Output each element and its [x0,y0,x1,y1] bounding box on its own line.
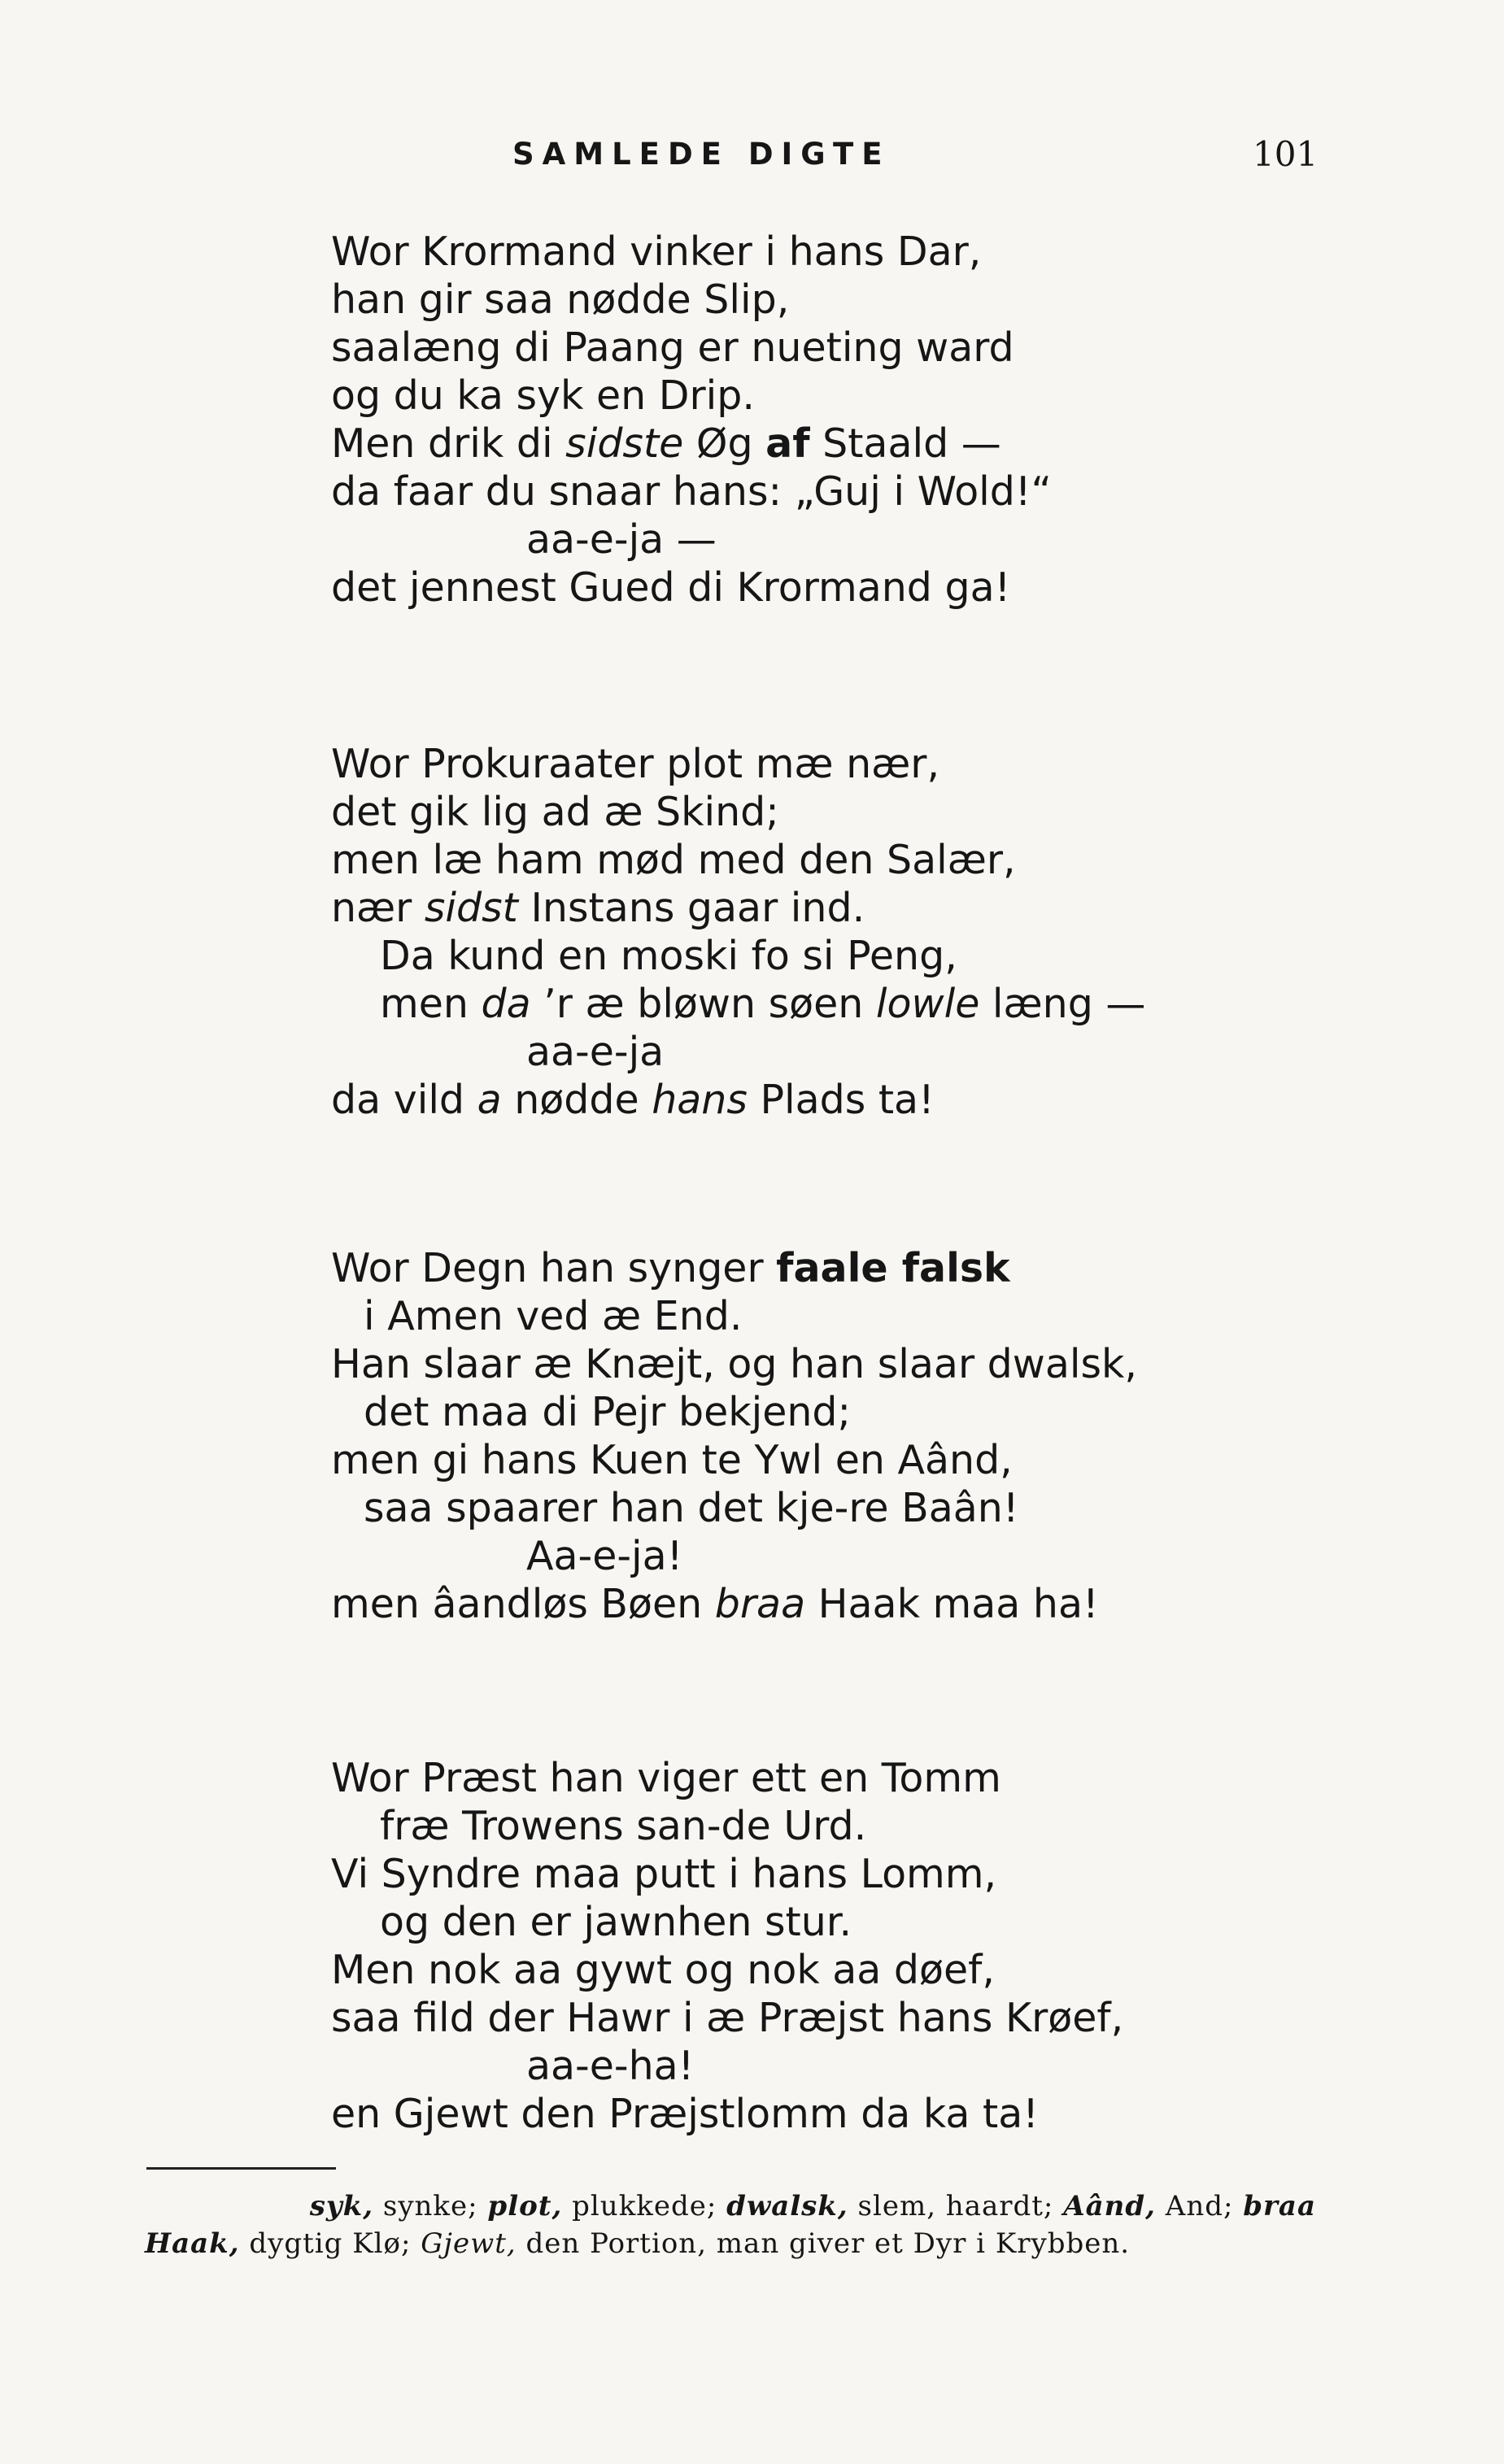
verse-text: Øg [683,420,766,467]
italic-word: braa [714,1581,806,1627]
footnote-term [1243,2190,1316,2222]
verse-line: og du ka syk en Drip. [331,372,755,419]
verse-line: saa fild der Hawr i æ Præjst hans Krøef, [331,1995,1124,2041]
stanza-1 [331,228,1052,612]
italic-word: lowle [875,981,980,1027]
refrain-line: Aa-e-ja! [526,1533,683,1579]
verse-text: men âandløs Bøen [331,1581,715,1627]
footnote-gloss: And; [1155,2190,1244,2222]
verse-line: men læ ham mød med den Salær, [331,837,1016,883]
footnote-term-text: plot, [487,2190,563,2222]
italic-word: hans [652,1077,748,1123]
verse-text: nødde [501,1077,652,1123]
footnote-gloss: synke; [373,2190,488,2222]
stanza-2 [331,740,1145,1124]
verse-line: Vi Syndre maa putt i hans Lomm, [331,1851,997,1897]
verse-line [331,1580,1137,1628]
verse-line: Wor Krormand vinker i hans Dar, [331,229,982,275]
footnote-term-text: Haak, [145,2227,240,2260]
page-number: 101 [1253,134,1319,174]
footnote-term [1063,2190,1156,2222]
footnote-term-text: syk, [309,2190,374,2222]
footnote-term-text: braa [1243,2190,1316,2222]
verse-line: da faar du snaar hans: „Guj i Wold!“ [331,468,1052,515]
verse-text: Plads ta! [747,1077,935,1123]
verse-line [331,1076,1145,1124]
italic-word: sidste [565,420,684,467]
italic-word: da [481,981,531,1027]
verse-line: Wor Prokuraater plot mæ nær, [331,741,940,787]
refrain-line: aa-e-ja — [526,516,717,563]
verse-line [331,980,1145,1028]
footnote-line [145,2225,1365,2262]
verse-text: da vild [331,1077,477,1123]
footnote-line [145,2188,1365,2225]
verse-line: det maa di Pejr bekjend; [364,1389,852,1435]
italic-word: a [477,1077,502,1123]
footnote-term-text: dwalsk, [726,2190,848,2222]
stanza-4 [331,1754,1123,2138]
footnote-gloss: dygtig Klø; [239,2227,421,2260]
footnote-term [310,2190,373,2222]
stanza-3 [331,1244,1137,1628]
verse-line [331,884,1145,932]
verse-line [331,1244,1137,1292]
verse-text: men [380,981,482,1027]
italic-word: sidst [424,885,518,931]
verse-line: han gir saa nødde Slip, [331,276,790,323]
refrain-line: aa-e-ja [526,1029,665,1075]
verse-line: i Amen ved æ End. [364,1293,743,1339]
footnote-term [145,2227,240,2260]
verse-line [331,420,1052,468]
verse-line: Wor Præst han viger ett en Tomm [331,1755,1001,1801]
footnote-gloss: den Portion, man giver et Dyr i Krybben. [516,2227,1131,2260]
verse-text: Staald — [809,420,1001,467]
running-header: SAMLEDE DIGTE [512,137,891,172]
footnote-gloss: plukkede; [562,2190,727,2222]
verse-text: Haak maa ha! [805,1581,1099,1627]
verse-line: Han slaar æ Knæjt, og han slaar dwalsk, [331,1341,1137,1387]
footnote-divider [146,2167,336,2170]
verse-line: det gik lig ad æ Skind; [331,789,779,835]
verse-text: Men drik di [331,420,566,467]
bold-word: af [765,420,810,467]
verse-line: det jennest Gued di Krormand ga! [331,564,1011,611]
verse-text: nær [331,885,425,931]
verse-text: læng — [979,981,1146,1027]
verse-text: Wor Degn han synger [331,1245,777,1291]
refrain-line: aa-e-ha! [526,2043,695,2089]
footnote-term [487,2190,562,2222]
verse-line: saa spaarer han det kje-re Baân! [364,1485,1019,1531]
footnote-term [726,2190,848,2222]
verse-text: Instans gaar ind. [517,885,865,931]
footnote-gloss: slem, haardt; [848,2190,1064,2222]
footnote-term: Gjewt, [421,2227,517,2260]
verse-line: en Gjewt den Præjstlomm da ka ta! [331,2091,1039,2137]
verse-line: Men nok aa gywt og nok aa døef, [331,1947,995,1993]
bold-word: faale falsk [776,1245,1010,1291]
verse-line: Da kund en moski fo si Peng, [380,933,957,979]
verse-text: ’r æ bløwn søen [530,981,876,1027]
verse-line: fræ Trowens san-de Urd. [380,1803,867,1849]
verse-line: saalæng di Paang er nueting ward [331,324,1014,371]
footnote-term-text: Aând, [1063,2190,1156,2222]
verse-line: men gi hans Kuen te Ywl en Aând, [331,1437,1013,1483]
footnote [145,2188,1365,2262]
verse-line: og den er jawnhen stur. [380,1899,852,1945]
